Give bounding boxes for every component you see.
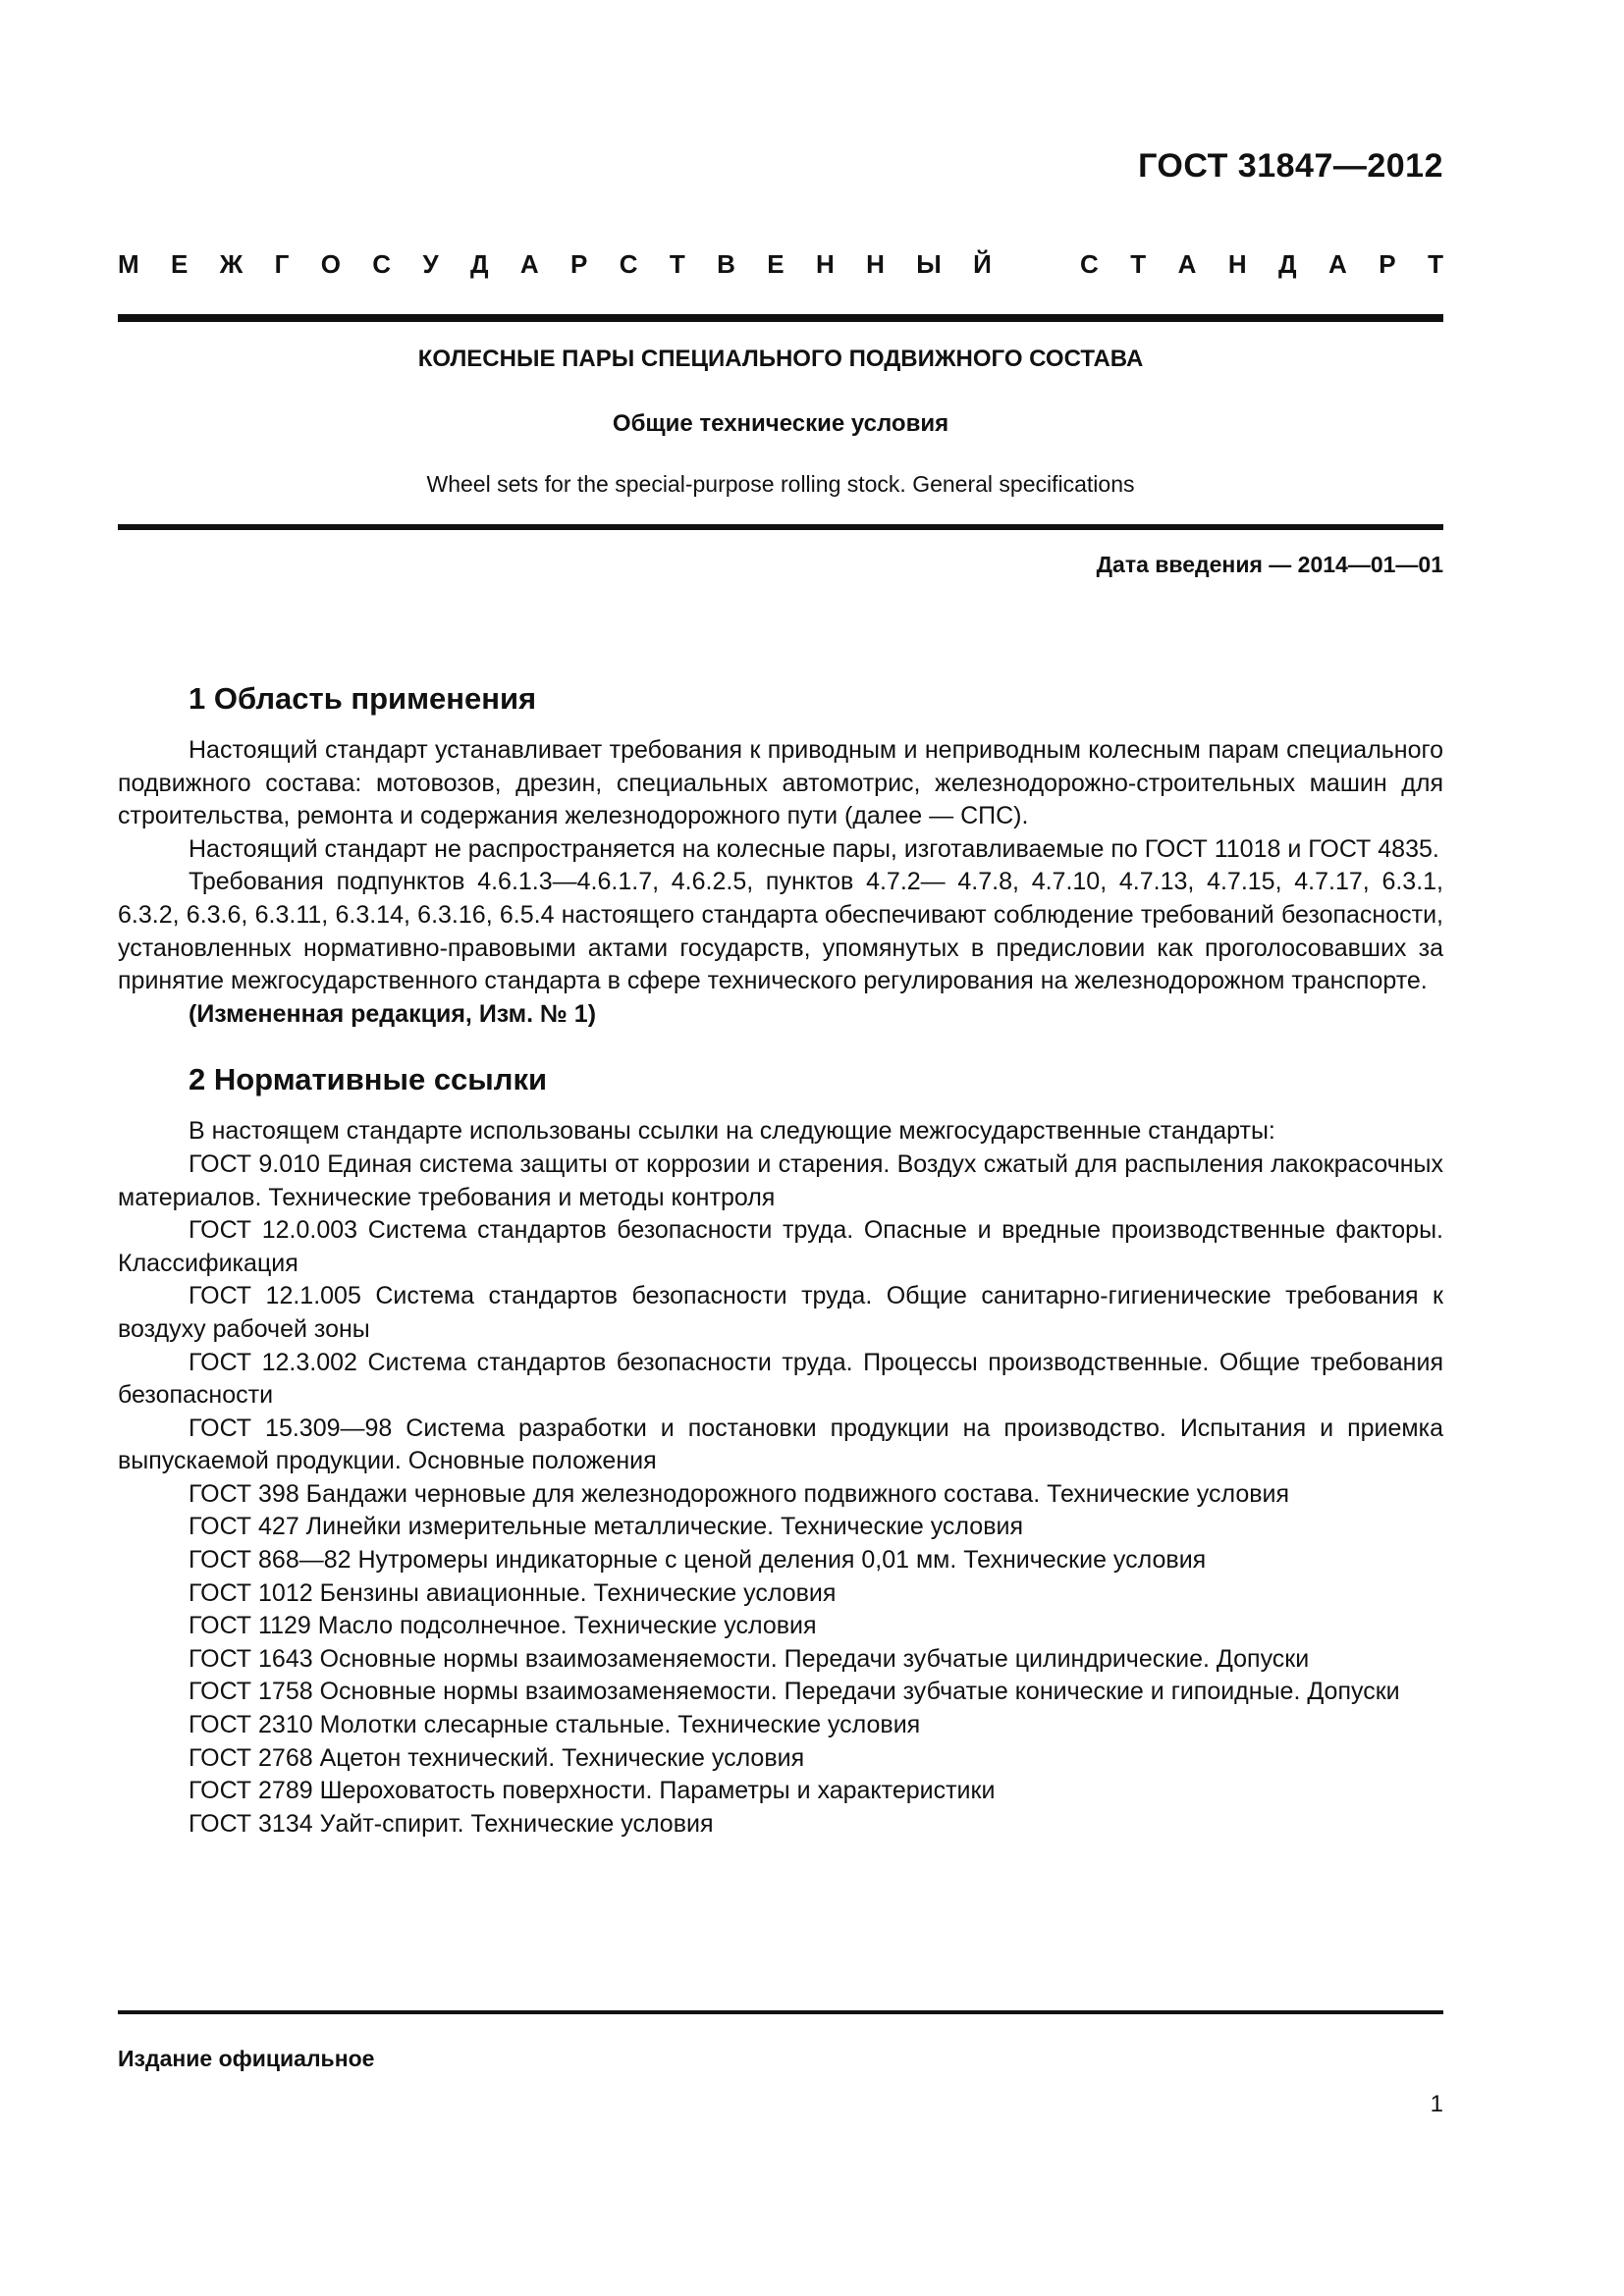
- section-1-paragraph: Настоящий стандарт не распространяется на колесные пары, изготавливаемые по ГОСТ 11018 и ГОСТ 4835.: [189, 834, 1439, 863]
- official-edition-label: Издание официальное: [118, 2046, 375, 2071]
- section-1-heading: 1 Область применения: [189, 681, 537, 716]
- page-number: 1: [1430, 2091, 1443, 2117]
- standard-number: ГОСТ 31847—2012: [1138, 147, 1443, 185]
- normative-reference: ГОСТ 12.3.002 Система стандартов безопасности труда. Процессы производственные. Общие требования безопасности: [118, 1348, 1443, 1410]
- section-2-intro: В настоящем стандарте использованы ссылки на следующие межгосударственные стандарты:: [189, 1117, 1275, 1146]
- normative-reference: ГОСТ 398 Бандажи черновые для железнодорожного подвижного состава. Технические условия: [189, 1479, 1290, 1508]
- normative-reference: ГОСТ 15.309—98 Система разработки и постановки продукции на производство. Испытания и приемка выпускаемой продукции. Основные положения: [118, 1414, 1443, 1475]
- banner-word-interstate: М Е Ж Г О С У Д А Р С Т В Е Н Н Ы Й: [118, 249, 992, 279]
- normative-reference: ГОСТ 9.010 Единая система защиты от коррозии и старения. Воздух сжатый для распыления лакокрасочных материалов. Технические требования и методы контроля: [118, 1149, 1443, 1211]
- normative-reference: ГОСТ 12.1.005 Система стандартов безопасности труда. Общие санитарно-гигиенические требования к воздуху рабочей зоны: [118, 1282, 1443, 1343]
- section-2-heading: 2 Нормативные ссылки: [189, 1062, 548, 1097]
- header-divider-bottom: [118, 524, 1443, 530]
- english-title: Wheel sets for the special-purpose rolling stock. General specifications: [426, 471, 1135, 497]
- normative-reference: ГОСТ 1012 Бензины авиационные. Технические условия: [189, 1578, 837, 1607]
- interstate-standard-banner: [118, 249, 1443, 280]
- normative-reference: ГОСТ 1758 Основные нормы взаимозаменяемости. Передачи зубчатые конические и гипоидные. Допуски: [189, 1678, 1400, 1706]
- normative-reference: ГОСТ 2768 Ацетон технический. Технические условия: [189, 1743, 805, 1772]
- normative-reference: ГОСТ 1643 Основные нормы взаимозаменяемости. Передачи зубчатые цилиндрические. Допуски: [189, 1644, 1310, 1673]
- normative-reference: ГОСТ 2789 Шероховатость поверхности. Параметры и характеристики: [189, 1777, 996, 1805]
- document-subtitle: Общие технические условия: [612, 410, 949, 437]
- normative-reference: ГОСТ 12.0.003 Система стандартов безопасности труда. Опасные и вредные производственные факторы. Классификация: [118, 1216, 1443, 1277]
- normative-reference: ГОСТ 868—82 Нутромеры индикаторные с ценой деления 0,01 мм. Технические условия: [189, 1546, 1207, 1575]
- normative-reference: ГОСТ 1129 Масло подсолнечное. Технические условия: [189, 1612, 817, 1640]
- footer-divider: [118, 2010, 1443, 2014]
- amendment-note: (Измененная редакция, Изм. № 1): [189, 999, 597, 1028]
- normative-reference: ГОСТ 3134 Уайт-спирит. Технические условия: [189, 1809, 714, 1838]
- document-title: КОЛЕСНЫЕ ПАРЫ СПЕЦИАЛЬНОГО ПОДВИЖНОГО СОСТАВА: [417, 346, 1144, 372]
- introduction-date: Дата введения — 2014—01—01: [1096, 552, 1443, 577]
- document-body: [118, 677, 1443, 1841]
- normative-reference: ГОСТ 427 Линейки измерительные металлические. Технические условия: [189, 1513, 1023, 1541]
- section-1-paragraph: Требования подпунктов 4.6.1.3—4.6.1.7, 4.6.2.5, пунктов 4.7.2— 4.7.8, 4.7.10, 4.7.13, 4.7.15, 4.7.17, 6.3.1, 6.3.2, 6.3.6, 6.3.11, 6.3.14, 6.3.16, 6.5.4 настоящего стандарта обеспечивают соблюдение требований безопасности, установленных нормативно-правовыми актами государств, упомянутых в предисловии как проголосовавших за принятие межгосударственного стандарта в сфере технического регулирования на железнодорожном транспорте.: [118, 868, 1443, 995]
- banner-word-standard: С Т А Н Д А Р Т: [1080, 249, 1443, 279]
- normative-reference: ГОСТ 2310 Молотки слесарные стальные. Технические условия: [189, 1711, 921, 1739]
- document-page: [118, 0, 1443, 2296]
- header-divider-top: [118, 314, 1443, 322]
- section-1-paragraph: Настоящий стандарт устанавливает требования к приводным и неприводным колесным парам специального подвижного состава: мотовозов, дрезин, специальных автомотрис, железнодорожно-строительных машин для строительства, ремонта и содержания железнодорожного пути (далее — СПС).: [118, 736, 1443, 830]
